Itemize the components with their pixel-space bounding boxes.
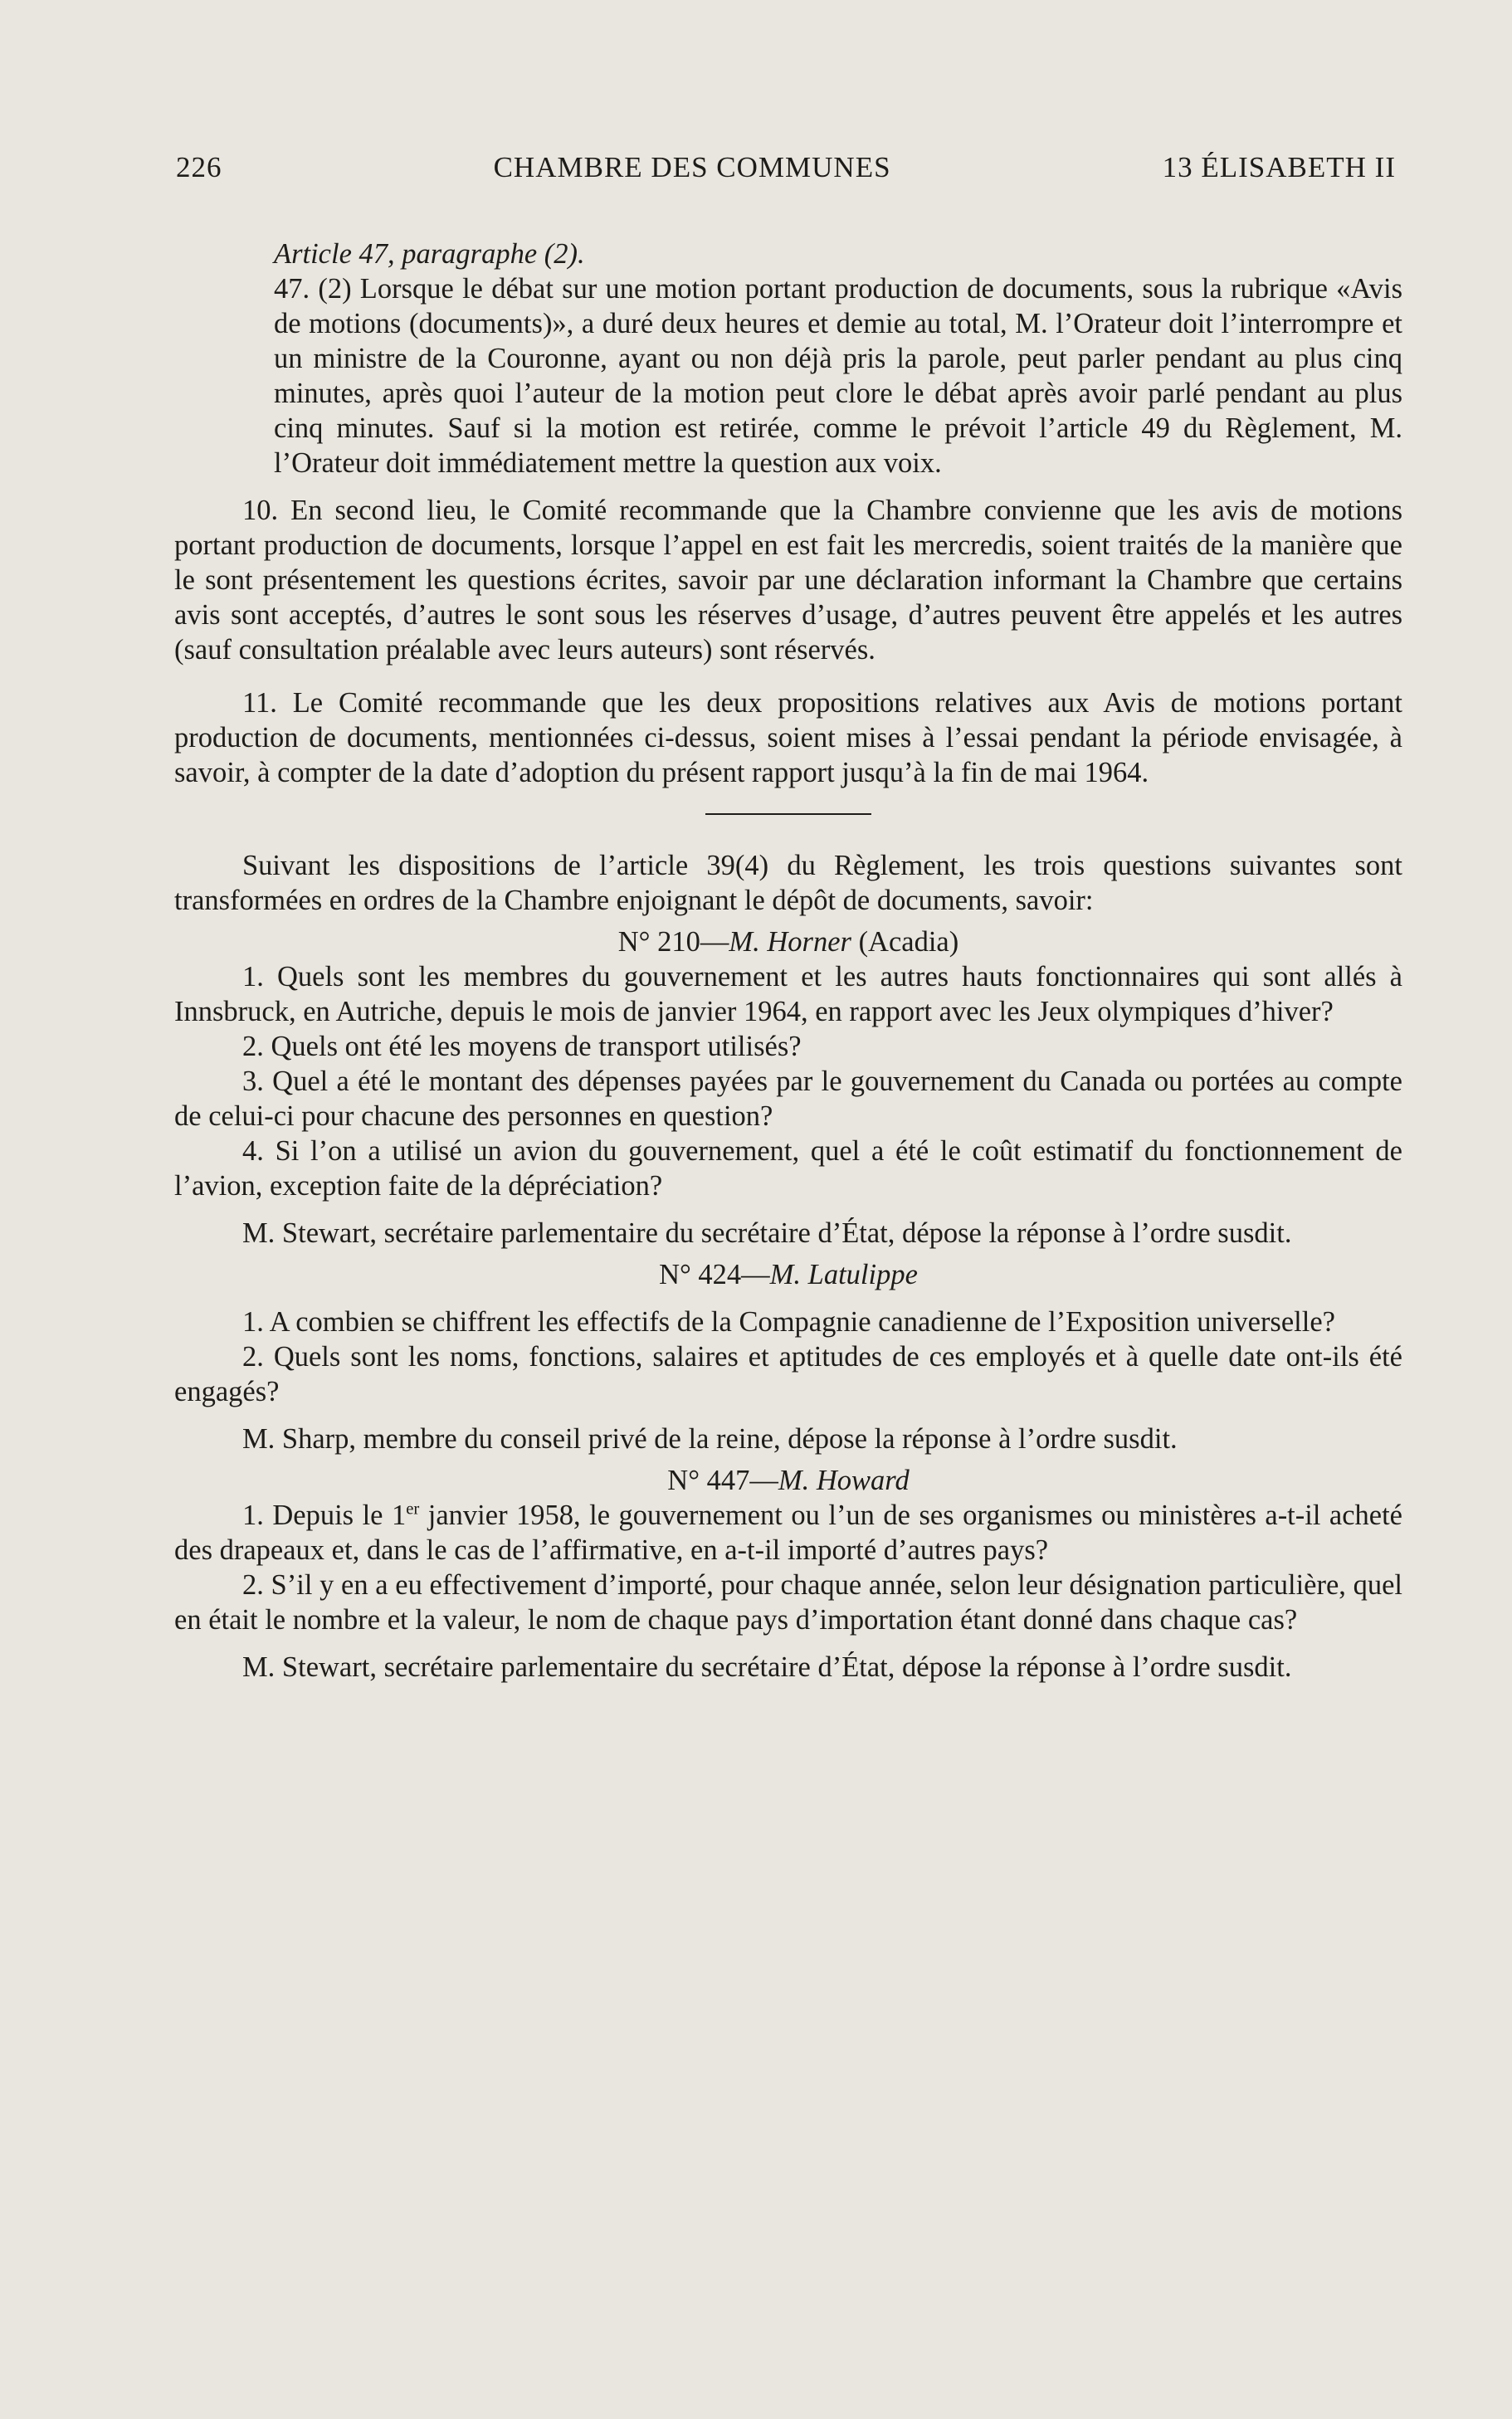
question-210-heading: N° 210—M. Horner (Acadia) <box>617 926 959 958</box>
regnal-year: 13 ÉLISABETH II <box>1162 151 1396 183</box>
header-title: CHAMBRE DES COMMUNES <box>493 151 891 183</box>
question-424-heading: N° 424—M. Latulippe <box>659 1259 918 1290</box>
paragraph-11: 11. Le Comité recommande que les deux propositions relatives aux Avis de motions portant production de documents, mentionnées ci-dessus, soient mises à l’essai pendant la période envisagée, à savoir, à compter de la date d’adoption du présent rapport jusqu’à la fin de mai 1964. <box>174 687 1402 788</box>
article-text: 47. (2) Lorsque le débat sur une motion portant production de documents, sous la rubrique «Avis de motions (documents)», a duré deux heures et demie au total, M. l’Orateur doit l’interrompre et un ministre de la Couronne, ayant ou non déjà pris la parole, peut parler pendant au plus cinq minutes, après quoi l’auteur de la motion peut clore le débat après avoir parlé pendant au plus cinq minutes. Sauf si la motion est retirée, comme le prévoit l’article 49 du Règlement, M. l’Orateur doit immédiatement mettre la question aux voix. <box>274 273 1402 479</box>
question-447-item-2: 2. S’il y en a eu effectivement d’importé, pour chaque année, selon leur désignation particulière, quel en était le nombre et la valeur, le nom de chaque pays d’importation étant donné dans chaque cas? <box>174 1569 1402 1636</box>
page-body <box>174 237 1402 1685</box>
question-210-item-2: 2. Quels ont été les moyens de transport utilisés? <box>242 1031 802 1062</box>
section-divider <box>705 813 871 815</box>
question-210-item-4: 4. Si l’on a utilisé un avion du gouvernement, quel a été le coût estimatif du fonctionnement de l’avion, exception faite de la dépréciation? <box>174 1135 1402 1202</box>
question-210-item-1: 1. Quels sont les membres du gouvernement et les autres hauts fonctionnaires qui sont allés à Innsbruck, en Autriche, depuis le mois de janvier 1964, en rapport avec les Jeux olympiques d’hiver? <box>174 961 1402 1027</box>
questions-intro: Suivant les dispositions de l’article 39(4) du Règlement, les trois questions suivantes sont transformées en ordres de la Chambre enjoignant le dépôt de documents, savoir: <box>174 850 1402 916</box>
question-447-item-1: 1. Depuis le 1er janvier 1958, le gouvernement ou l’un de ses organismes ou ministères a-t-il acheté des drapeaux et, dans le cas de l’affirmative, en a-t-il importé d’autres pays? <box>174 1500 1402 1566</box>
question-447-answer: M. Stewart, secrétaire parlementaire du secrétaire d’État, dépose la réponse à l’ordre susdit. <box>242 1651 1292 1683</box>
page-number: 226 <box>176 151 222 183</box>
running-header <box>176 151 1396 184</box>
question-424-item-2: 2. Quels sont les noms, fonctions, salaires et aptitudes de ces employés et à quelle date ont-ils été engagés? <box>174 1341 1402 1407</box>
question-210-answer: M. Stewart, secrétaire parlementaire du secrétaire d’État, dépose la réponse à l’ordre susdit. <box>242 1217 1292 1249</box>
question-424-item-1: 1. A combien se chiffrent les effectifs de la Compagnie canadienne de l’Exposition universelle? <box>242 1306 1335 1338</box>
paragraph-10: 10. En second lieu, le Comité recommande que la Chambre convienne que les avis de motions portant production de documents, lorsque l’appel en est fait les mercredis, soient traités de la manière que le sont présentement les questions écrites, savoir par une déclaration informant la Chambre que certains avis sont acceptés, d’autres le sont sous les réserves d’usage, d’autres peuvent être appelés et les autres (sauf consultation préalable avec leurs auteurs) sont réservés. <box>174 495 1402 666</box>
question-447-heading: N° 447—M. Howard <box>667 1465 910 1496</box>
question-424-answer: M. Sharp, membre du conseil privé de la reine, dépose la réponse à l’ordre susdit. <box>242 1423 1178 1455</box>
question-210-item-3: 3. Quel a été le montant des dépenses payées par le gouvernement du Canada ou portées au compte de celui-ci pour chacune des personnes en question? <box>174 1066 1402 1132</box>
article-heading: Article 47, paragraphe (2). <box>274 238 585 270</box>
